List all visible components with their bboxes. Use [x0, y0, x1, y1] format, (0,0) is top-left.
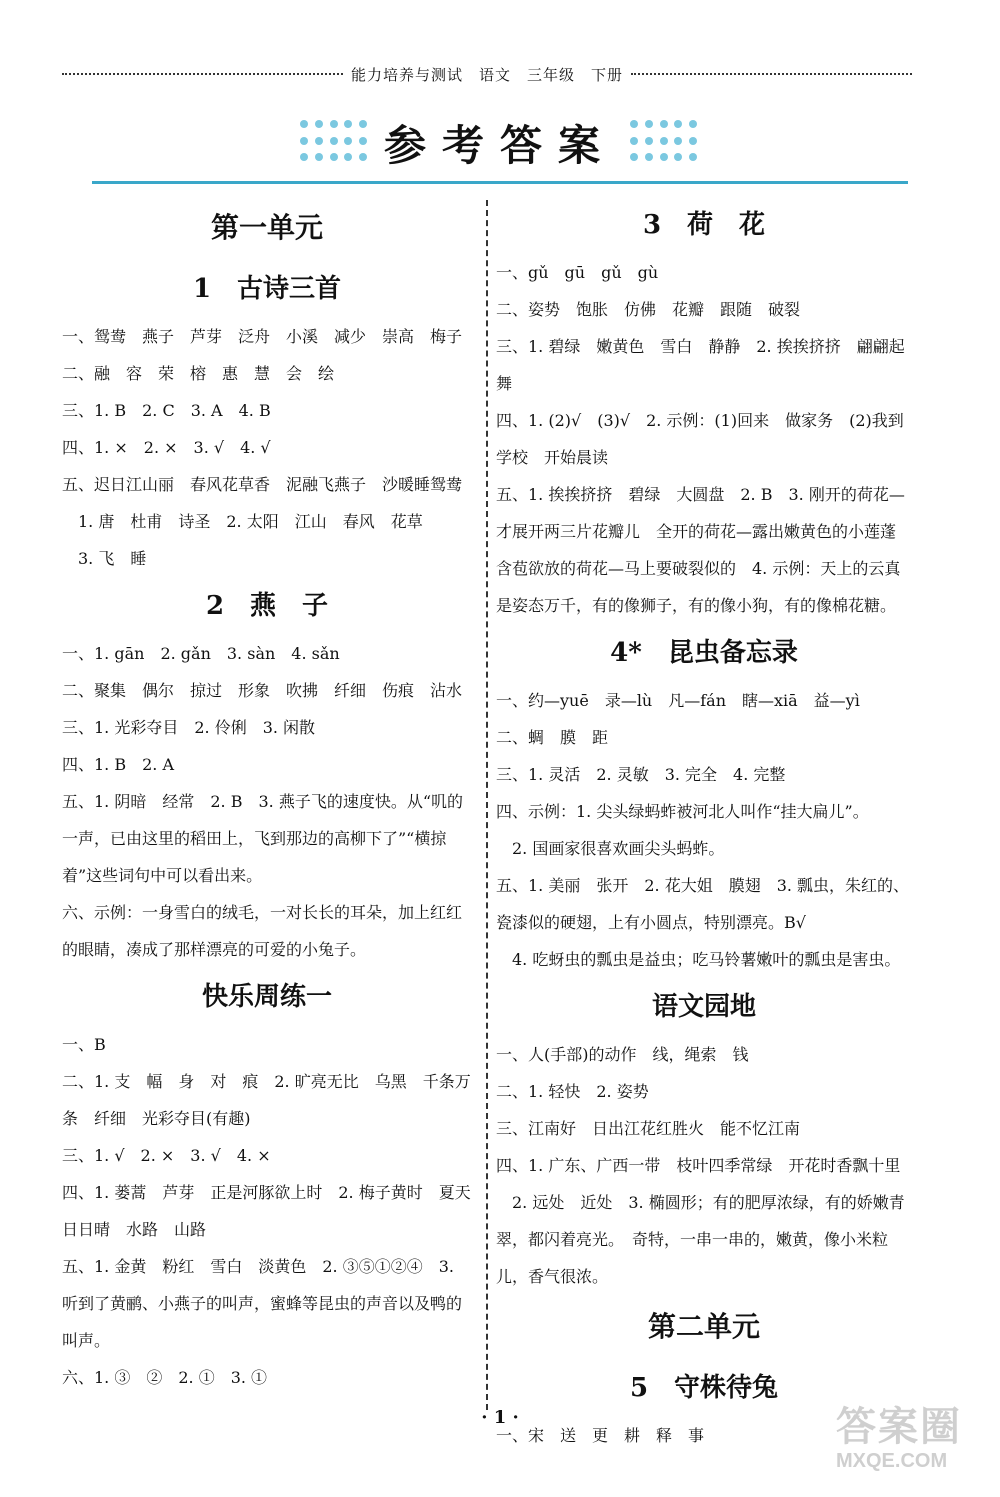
answer-line: 六、示例：一身雪白的绒毛，一对长长的耳朵，加上红红的眼睛，凑成了那样漂亮的可爱的小兔子。	[62, 903, 463, 959]
lesson-heading: 快乐周练一	[201, 982, 332, 1012]
answer-line: 一、约—yuē 录—lù 凡—fán 瞎—xiā 益—yì	[496, 691, 860, 710]
answer-line: 一、人(手部)的动作 线，绳索 钱	[496, 1045, 749, 1064]
watermark-text: 答案圈	[836, 1405, 962, 1449]
running-header	[62, 63, 912, 85]
watermark-url: MXQE.COM	[836, 1450, 948, 1472]
answer-line: 二、聚集 偶尔 掠过 形象 吹拂 纤细 伤痕 沾水	[62, 681, 463, 700]
right-column	[496, 196, 912, 1454]
answer-line: 3. 飞 睡	[62, 549, 147, 568]
answer-line: 三、1. 光彩夺目 2. 伶俐 3. 闲散	[62, 718, 316, 737]
answer-line: 五、1. 阴暗 经常 2. B 3. 燕子飞的速度快。从“叽的一声，已由这里的稻田上，飞到那边的高柳下了”“横掠着”这些词句中可以看出来。	[62, 792, 463, 885]
unit-heading: 第一单元	[210, 211, 323, 244]
page-title: 参考答案	[383, 121, 616, 170]
header-text: 能力培养与测试 语文 三年级 下册	[351, 65, 624, 84]
lesson-heading: 1 古诗三首	[192, 274, 342, 304]
answer-line: 五、1. 金黄 粉红 雪白 淡黄色 2. ③⑤①②④ 3. 听到了黄鹂、小燕子的叫声，蜜蜂等昆虫的声音以及鸭的叫声。	[62, 1257, 463, 1350]
answer-line: 四、1. 蒌蒿 芦芽 正是河豚欲上时 2. 梅子黄时 夏天日日晴 水路 山路	[62, 1183, 471, 1239]
answer-line: 四、示例：1. 尖头绿蚂蚱被河北人叫作“挂大扁儿”。	[496, 802, 869, 821]
answer-line: 三、江南好 日出江花红胜火 能不忆江南	[496, 1119, 801, 1138]
answer-line: 一、宋 送 更 耕 释 事	[496, 1426, 705, 1445]
lesson-heading: 5 守株待兔	[629, 1373, 779, 1403]
decorative-dots-left	[300, 120, 370, 166]
answer-line: 一、gǔ gū gǔ gù	[496, 263, 659, 282]
title-underline	[92, 181, 908, 184]
answer-line: 二、1. 轻快 2. 姿势	[496, 1082, 649, 1101]
answer-line: 1. 唐 杜甫 诗圣 2. 太阳 江山 春风 花草	[62, 512, 423, 531]
answer-line: 二、融 容 荣 榕 惠 慧 会 绘	[62, 364, 335, 383]
answer-line: 二、姿势 饱胀 仿佛 花瓣 跟随 破裂	[496, 300, 801, 319]
header-dots-right	[631, 73, 912, 75]
answer-line: 一、1. gān 2. gǎn 3. sàn 4. sǎn	[62, 644, 340, 663]
answer-line: 一、B	[62, 1035, 106, 1054]
watermark	[836, 1405, 986, 1473]
answer-line: 五、迟日江山丽 春风花草香 泥融飞燕子 沙暖睡鸳鸯	[62, 475, 463, 494]
answer-line: 二、蜩 膜 距	[496, 728, 609, 747]
column-divider	[486, 200, 488, 1410]
answer-line: 五、1. 挨挨挤挤 碧绿 大圆盘 2. B 3. 刚开的荷花—才展开两三片花瓣儿 全开的荷花—露出嫩黄色的小莲蓬 含苞欲放的荷花—马上要破裂似的 4. 示例：天上的云真是姿态万千，有的像狮子，有的像小狗，有的像棉花糖。	[496, 485, 913, 615]
decorative-dots-right	[630, 120, 700, 166]
lesson-heading: 2 燕 子	[205, 591, 329, 621]
answer-line: 四、1. 广东、广西一带 枝叶四季常绿 开花时香飘十里	[496, 1156, 901, 1175]
lesson-heading: 语文园地	[651, 992, 756, 1022]
answer-line: 三、1. √ 2. × 3. √ 4. ×	[62, 1146, 271, 1165]
title-block	[0, 108, 1000, 178]
answer-line: 二、1. 支 幅 身 对 痕 2. 旷亮无比 乌黑 千条万条 纤细 光彩夺目(有趣)	[62, 1072, 471, 1128]
unit-heading: 第二单元	[647, 1310, 760, 1343]
answer-line: 2. 远处 近处 3. 椭圆形；有的肥厚浓绿，有的娇嫩青翠，都闪着亮光。 奇特，一串一串的，嫩黄，像小米粒儿，香气很浓。	[496, 1193, 905, 1286]
answer-line: 六、1. ③ ② 2. ① 3. ①	[62, 1368, 268, 1387]
answer-line: 三、1. 灵活 2. 灵敏 3. 完全 4. 完整	[496, 765, 786, 784]
lesson-heading: 4* 昆虫备忘录	[610, 638, 798, 668]
answer-line: 五、1. 美丽 张开 2. 花大姐 膜翅 3. 瓢虫，朱红的、瓷漆似的硬翅，上有小圆点，特别漂亮。B√	[496, 876, 910, 932]
lesson-heading: 3 荷 花	[642, 210, 766, 240]
answer-line: 一、鸳鸯 燕子 芦芽 泛舟 小溪 减少 崇高 梅子	[62, 327, 463, 346]
answer-line: 三、1. 碧绿 嫩黄色 雪白 静静 2. 挨挨挤挤 翩翩起舞	[496, 337, 905, 393]
answer-line: 四、1. B 2. A	[62, 755, 175, 774]
answer-line: 2. 国画家很喜欢画尖头蚂蚱。	[496, 839, 725, 858]
answer-line: 四、1. (2)√ (3)√ 2. 示例：(1)回来 做家务 (2)我到学校 开始晨读	[496, 411, 904, 467]
answer-line: 4. 吃蚜虫的瓢虫是益虫；吃马铃薯嫩叶的瓢虫是害虫。	[496, 950, 901, 969]
header-dots-left	[62, 73, 343, 75]
answer-line: 四、1. × 2. × 3. √ 4. √	[62, 438, 271, 457]
answer-line: 三、1. B 2. C 3. A 4. B	[62, 401, 271, 420]
page-number: · 1 ·	[481, 1407, 519, 1428]
left-column	[62, 196, 472, 1396]
